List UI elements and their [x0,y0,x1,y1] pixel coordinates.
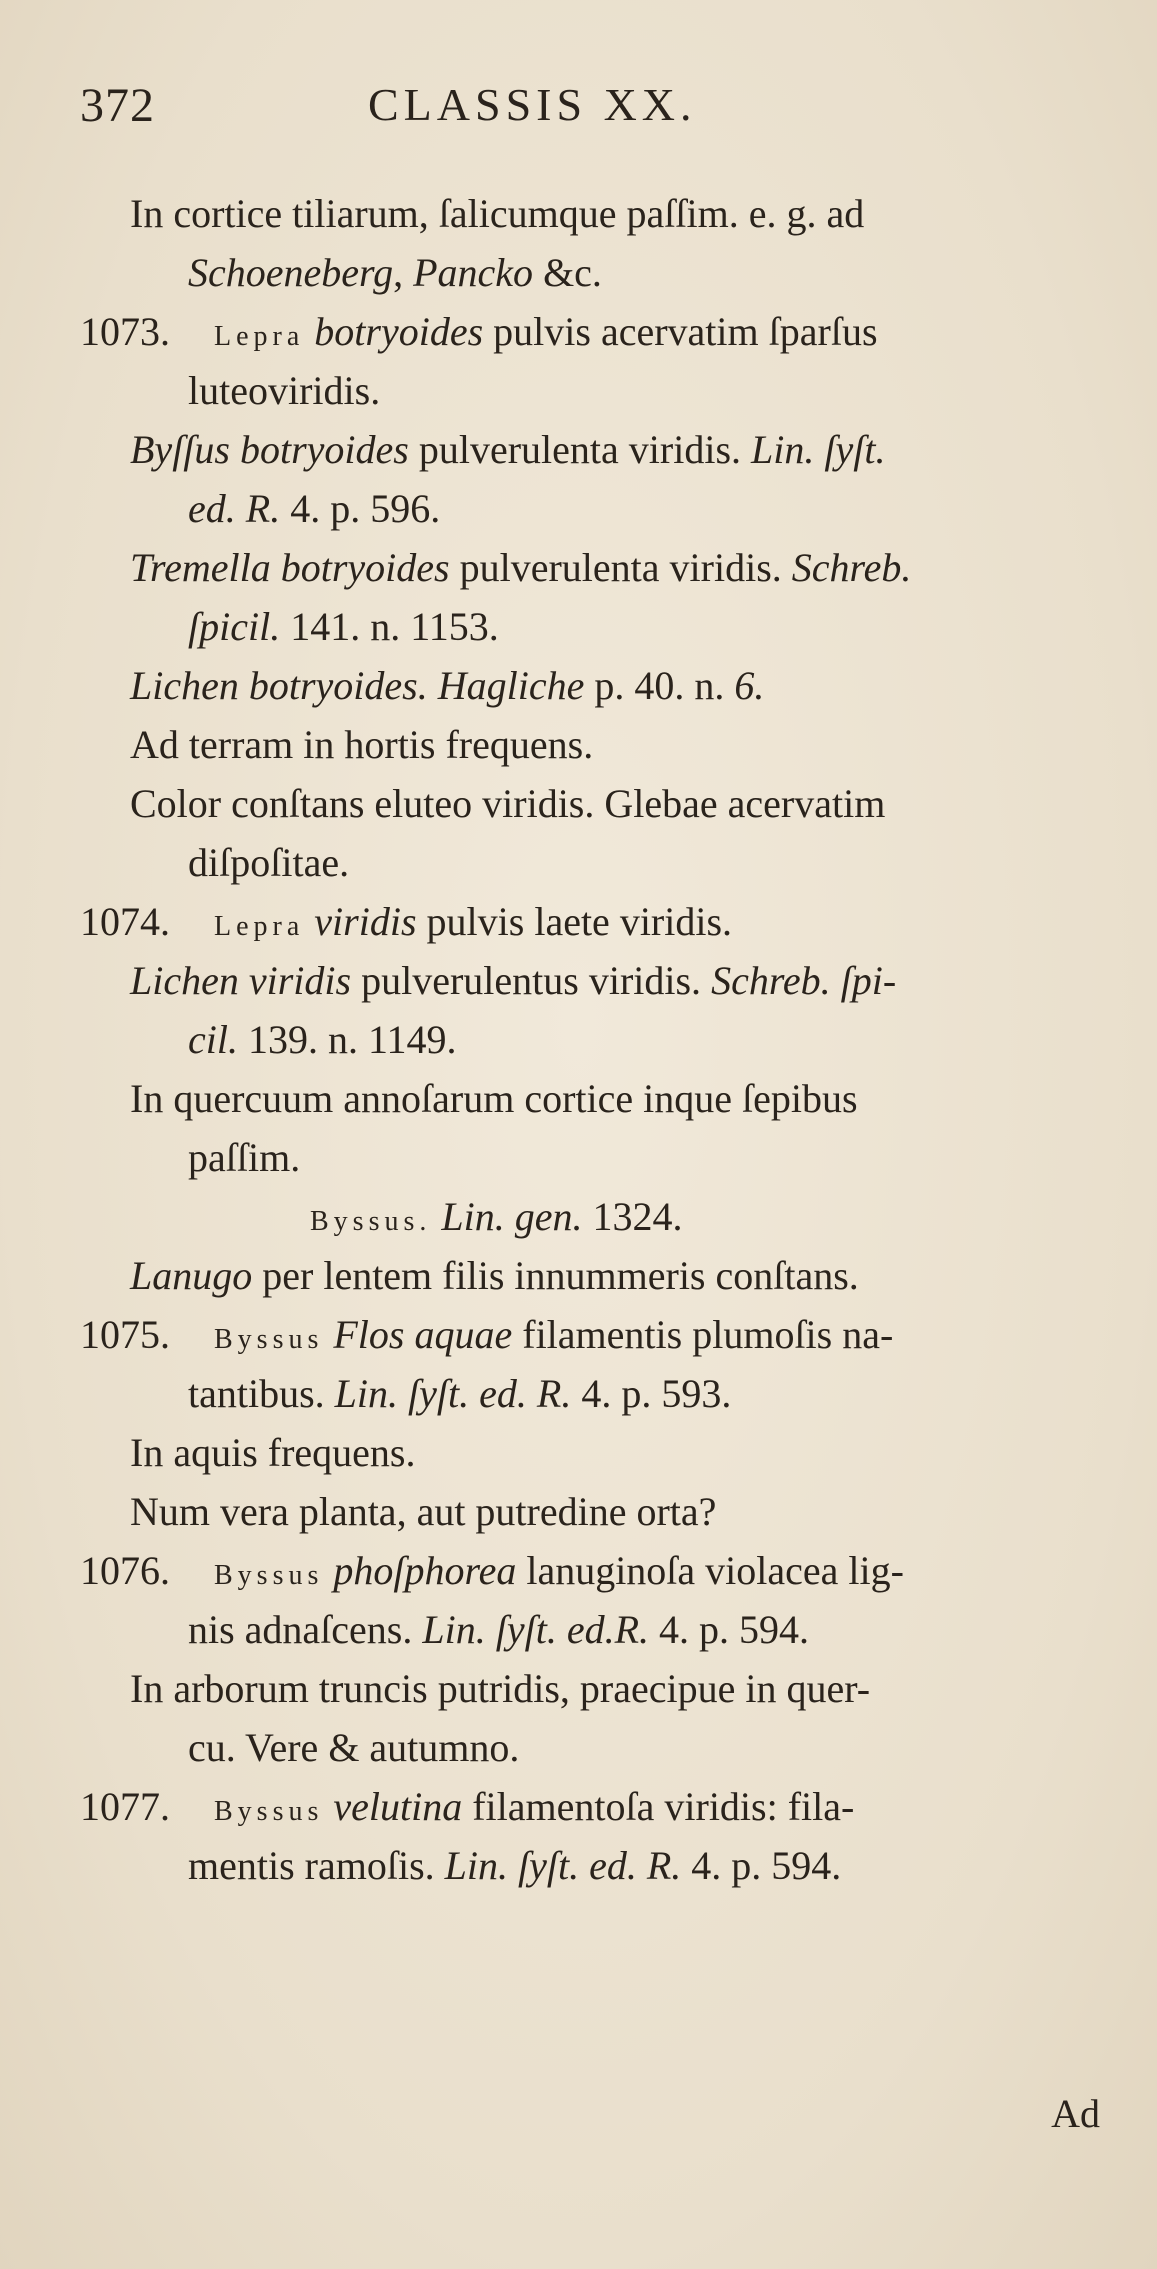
text-span: , [393,250,414,295]
text-line [80,833,1100,892]
text-span: filamentoſa viridis: fila- [462,1784,855,1829]
text-line [80,1246,1100,1305]
italic-text: cil. [188,1017,238,1062]
italic-text: Lanugo [130,1253,253,1298]
text-span: &c. [533,250,602,295]
text-span: Num vera planta, aut putredine orta? [130,1489,717,1534]
text-span [236,486,246,531]
genus-name: Lepra [214,911,305,942]
text-span: pulverulenta viridis. [449,545,792,590]
text-line [80,361,1100,420]
genus-name: Lepra [214,321,305,352]
text-span: In arborum truncis putridis, praecipue in quer- [130,1666,871,1711]
italic-text: Lin. ſyſt. ed. R. [334,1371,572,1416]
entry-line [80,1541,1100,1600]
text-span: luteoviridis. [188,368,381,413]
italic-text: botryoides [314,309,484,354]
text-line [80,1364,1100,1423]
text-line [80,243,1100,302]
text-span: 139. n. 1149. [237,1017,457,1062]
italic-text: ſpicil. [188,604,281,649]
text-span: 1324. [582,1194,683,1239]
text-span [304,899,314,944]
text-line [80,1423,1100,1482]
genus-name: Byssus. [310,1206,432,1237]
body-text [80,184,1100,1895]
text-span: filamentis plumoſis na- [512,1312,894,1357]
genus-name: Byssus [214,1324,324,1355]
italic-text: Pancko [413,250,534,295]
text-span: tantibus. [188,1371,335,1416]
text-line [80,1600,1100,1659]
text-line [80,656,1100,715]
italic-text: Tremella botryoides [130,545,450,590]
italic-text: Lichen botryoides. Hagliche [130,663,585,708]
italic-text: Schreb. [791,545,912,590]
entry-line [80,1777,1100,1836]
entry-line [80,892,1100,951]
text-line [80,1659,1100,1718]
text-span [431,1194,441,1239]
text-span: 4. p. 594. [649,1607,810,1652]
text-span: pulverulenta viridis. [408,427,752,472]
text-span: paſſim. [188,1135,301,1180]
italic-text: Lin. ſyſt. ed.R. [422,1607,650,1652]
text-span: Ad terram in hortis frequens. [130,722,594,767]
text-span: p. 40. n. [584,663,735,708]
text-span: 4. p. 593. [571,1371,732,1416]
text-span [323,1784,333,1829]
text-span: pulverulentus viridis. [351,958,712,1003]
text-line [80,715,1100,774]
page-number: 372 [80,79,155,132]
entry-number: 1075. [80,1312,170,1357]
text-span: pulvis laete viridis. [416,899,733,944]
italic-text: velutina [333,1784,463,1829]
text-line [80,774,1100,833]
text-span: 4. p. 596. [280,486,441,531]
italic-text: R. [245,486,281,531]
text-line [80,597,1100,656]
italic-text: Lin. gen. [441,1194,583,1239]
text-line [80,1010,1100,1069]
page-header [0,78,1157,148]
text-span: 141. n. 1153. [280,604,499,649]
italic-text: Schreb. ſpi- [711,958,897,1003]
text-span [304,309,314,354]
text-line [80,184,1100,243]
entry-line [80,1305,1100,1364]
running-head: CLASSIS XX. [368,79,697,130]
text-line [80,1836,1100,1895]
entry-number: 1074. [80,899,170,944]
entry-number: 1076. [80,1548,170,1593]
italic-text: ed. [188,486,236,531]
text-span: Color conſtans eluteo viridis. Glebae acervatim [130,781,886,826]
text-span: pulvis acervatim ſparſus [483,309,878,354]
italic-text: 6. [734,663,765,708]
text-span: lanuginoſa violacea lig- [516,1548,904,1593]
italic-text: Schoeneberg [188,250,394,295]
italic-text: Byſſus botryoides [130,427,409,472]
text-line [80,1718,1100,1777]
genus-name: Byssus [214,1796,324,1827]
text-line [80,1187,1100,1246]
text-span: In quercuum annoſarum cortice inque ſepibus [130,1076,858,1121]
text-line [80,420,1100,479]
italic-text: phoſphorea [333,1548,517,1593]
text-line [80,1482,1100,1541]
entry-number: 1073. [80,309,170,354]
text-span: In cortice tiliarum, ſalicumque paſſim. e. g. ad [130,191,865,236]
text-span: In aquis frequens. [130,1430,416,1475]
italic-text: Flos aquae [333,1312,513,1357]
text-span: cu. Vere & autumno. [188,1725,520,1770]
genus-name: Byssus [214,1560,324,1591]
text-span [323,1312,333,1357]
italic-text: Lichen viridis [130,958,352,1003]
text-span: mentis ramoſis. [188,1843,445,1888]
text-line [80,951,1100,1010]
text-line [80,479,1100,538]
text-span: nis adnaſcens. [188,1607,423,1652]
text-line [80,1128,1100,1187]
entry-line [80,302,1100,361]
text-span: per lentem filis innummeris conſtans. [252,1253,859,1298]
text-span: diſpoſitae. [188,840,350,885]
catchword: Ad [1051,2091,1100,2136]
text-span: 4. p. 594. [681,1843,842,1888]
text-line [80,1069,1100,1128]
italic-text: Lin. ſyſt. [751,427,886,472]
italic-text: viridis [314,899,417,944]
text-line [80,538,1100,597]
text-span [323,1548,333,1593]
italic-text: Lin. ſyſt. ed. R. [444,1843,682,1888]
entry-number: 1077. [80,1784,170,1829]
